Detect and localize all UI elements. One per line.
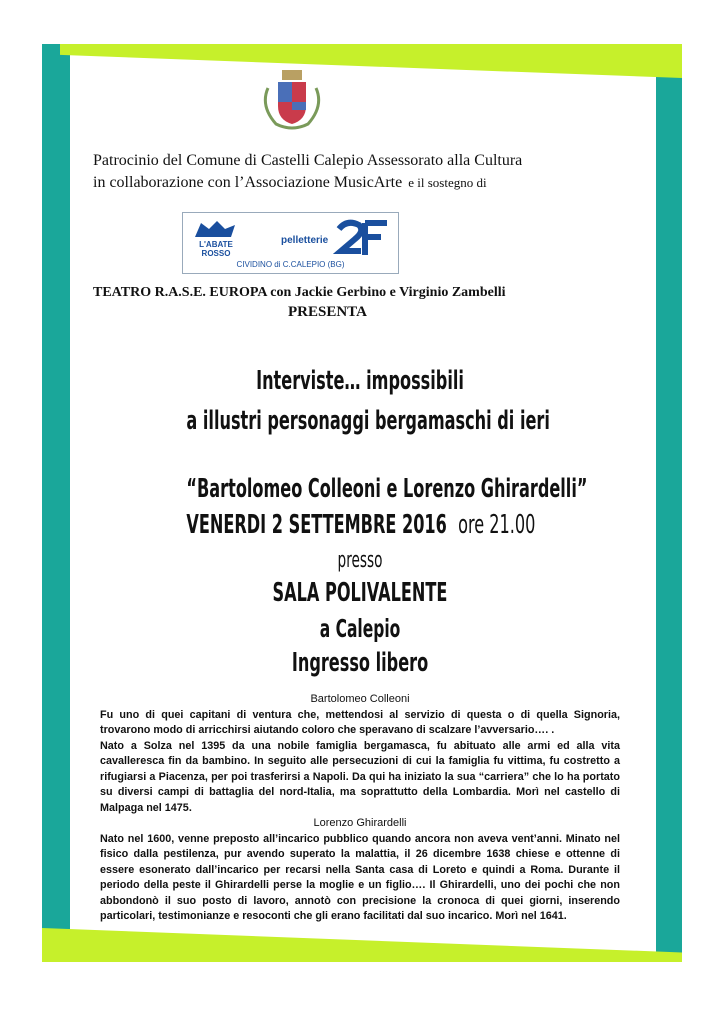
lime-bottom-band [42, 928, 682, 962]
logos-caption: CIVIDINO di C.CALEPIO (BG) [236, 260, 345, 269]
2f-logo-icon [333, 219, 389, 259]
event-place: a Calepio [319, 614, 401, 643]
event-venue: SALA POLIVALENTE [272, 578, 448, 608]
coat-of-arms-icon [262, 66, 322, 130]
sponsor-line-2 [93, 172, 487, 194]
sponsor-support-text: e il sostegno di [408, 175, 487, 190]
colleoni-heading: Bartolomeo Colleoni [310, 693, 410, 705]
abate-rosso-line-1: L'ABATE [199, 240, 233, 249]
sponsor-logos [182, 212, 399, 274]
pelletterie-label: pelletterie [281, 235, 329, 246]
ghirardelli-paragraph: Nato nel 1600, venne preposto all’incarico pubblico quando ancora non aveva vent’anni. Minato nel fisico dalla pestilenza, pur avendo superato la malattia, il 26 dicembre 1638 chiese e ottenne di essere esonerato dall’incarico per recarsi nella Santa casa di Loreto e quindi a Roma. Durante il periodo della peste il Ghirardelli perse la moglie e un figlio…. Il Ghirardelli, uno dei pochi che non abbondonò il suo posto di lavoro, annotò con precisione la cronoca di quei giorni, inserendo particolari, testimonianze e resoconti che gli erano facilitati dal suo incarico. Morì nel 1641. [100, 832, 620, 922]
teal-right-stripe [656, 44, 682, 962]
lion-icon [191, 219, 241, 239]
event-title-2: a illustri personaggi bergamaschi di ieri [186, 406, 550, 436]
teatro-line: TEATRO R.A.S.E. EUROPA con Jackie Gerbino e Virginio Zambelli [93, 285, 506, 300]
event-presso: presso [337, 548, 383, 573]
teal-left-stripe [42, 44, 70, 942]
sponsor-line-1: Patrocinio del Comune di Castelli Calepio Assessorato alla Cultura [93, 152, 523, 169]
ghirardelli-heading: Lorenzo Ghirardelli [313, 817, 407, 829]
event-date: VENERDI 2 SETTEMBRE 2016 [186, 510, 447, 540]
colleoni-paragraph-1: Fu uno di quei capitani di ventura che, mettendosi al servizio di questa o di quella Signoria, trovarono modo di arricchirsi aiutando coloro che speravano di scalzare l’avversario…. . [100, 708, 620, 736]
event-date-line [186, 510, 536, 540]
colleoni-paragraph-2: Nato a Solza nel 1395 da una nobile famiglia bergamasca, fu abituato alle armi ed alla vita cavalleresca fin da bambino. In seguito alle persecuzioni di cui la famiglia fu vittima, fu costretto a rifugiarsi a Piacenza, per poi trasferirsi a Napoli. Da qui ha iniziato la sua “carriera” che lo ha portato su diversi campi di battaglia del nord-Italia, ma soprattutto della Lombardia. Morì nel castello di Malpaga nel 1475. [100, 739, 620, 814]
biographies [100, 692, 620, 925]
sponsor-line-2-text: in collaborazione con l’Associazione MusicArte [93, 174, 403, 191]
event-subtitle: “Bartolomeo Colleoni e Lorenzo Ghirardelli” [186, 474, 588, 504]
event-entry: Ingresso libero [291, 648, 429, 678]
event-time: ore 21.00 [458, 510, 536, 540]
presenta-line: PRESENTA [288, 304, 367, 320]
abate-rosso-line-2: ROSSO [201, 249, 231, 258]
event-title-1: Interviste… impossibili [256, 366, 464, 396]
lime-top-band [60, 44, 682, 78]
abate-rosso-logo [191, 219, 241, 257]
